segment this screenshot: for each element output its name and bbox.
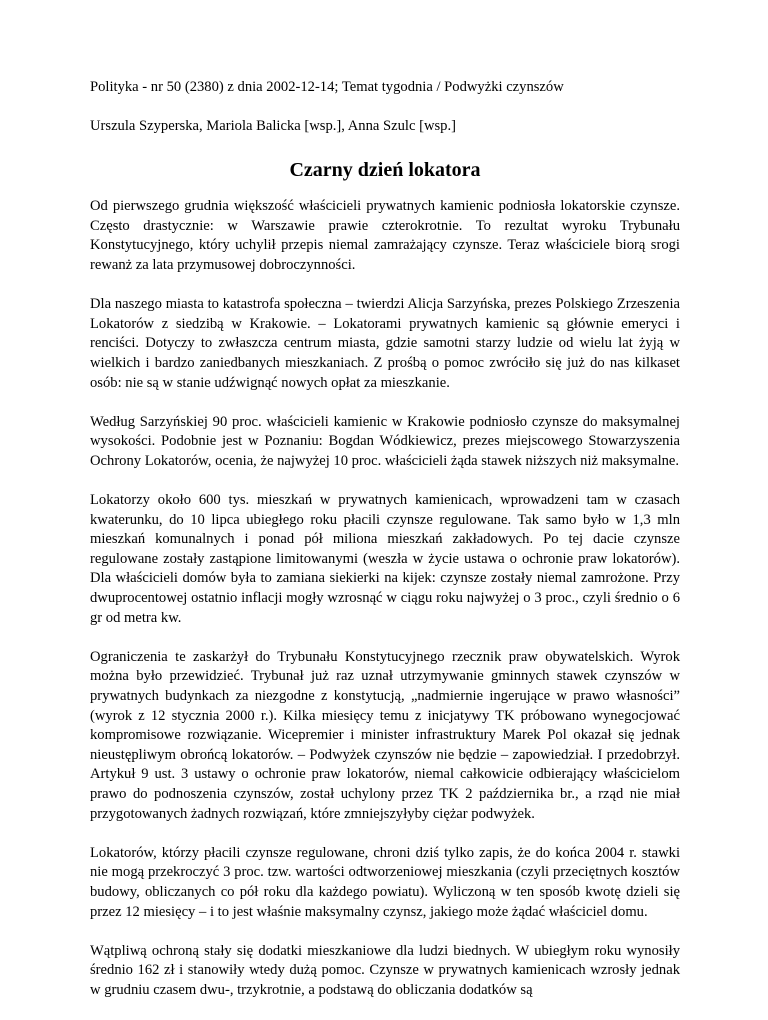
source-line: Polityka - nr 50 (2380) z dnia 2002-12-14; Temat tygodnia / Podwyżki czynszów bbox=[90, 79, 564, 95]
paragraph: Lokatorzy około 600 tys. mieszkań w prywatnych kamienicach, wprowadzeni tam w czasach kwaterunku, do 10 lipca ubiegłego roku płacili czynsze regulowane. Tak samo było w 1,3 mln mieszkań komunalnych i ponad pół miliona mieszkań zakładowych. Po tej dacie czynsze regulowane zostały zastąpione limitowanymi (weszła w życie ustawa o ochronie praw lokatorów). Dla właścicieli domów była to zamiana siekierki na kijek: czynsze zostały niemal zamrożone. Przy dwuprocentowej ostatnio inflacji mogły wzrosnąć w ciągu roku najwyżej o 3 proc., czyli średnio o 6 gr od metra kw. bbox=[90, 492, 680, 626]
paragraph: Lokatorów, którzy płacili czynsze regulowane, chroni dziś tylko zapis, że do końca 2004 r. stawki nie mogą przekroczyć 3 proc. tzw. wartości odtworzeniowej mieszkania (czyli przeciętnych kosztów budowy, obliczanych co pół roku dla każdego powiatu). Wyliczoną w ten sposób kwotę dzieli się przez 12 miesięcy – i to jest właśnie maksymalny czynsz, jakiego może żądać właściciel domu. bbox=[90, 844, 680, 920]
paragraph: Dla naszego miasta to katastrofa społeczna – twierdzi Alicja Sarzyńska, prezes Polskiego Zrzeszenia Lokatorów z siedzibą w Krakowie. – Lokatorami prywatnych kamienic są głównie emeryci i renciści. Dotyczy to zwłaszcza centrum miasta, gdzie samotni starzy ludzie od wielu lat żyją w wielkich i bardzo zaniedbanych mieszkaniach. Z prośbą o pomoc zwróciło się już do nas kilkaset osób: nie są w stanie udźwignąć nowych opłat za mieszkanie. bbox=[90, 296, 680, 391]
paragraph: Od pierwszego grudnia większość właścicieli prywatnych kamienic podniosła lokatorskie czynsze. Często drastycznie: w Warszawie prawie czterokrotnie. To rezultat wyroku Trybunału Konstytucyjnego, który uchylił przepis niemal zamrażający czynsze. Teraz właściciele biorą srogi rewanż za lata przymusowej dobroczynności. bbox=[90, 198, 680, 273]
paragraph: Według Sarzyńskiej 90 proc. właścicieli kamienic w Krakowie podniosło czynsze do maksymalnej wysokości. Podobnie jest w Poznaniu: Bogdan Wódkiewicz, prezes miejscowego Stowarzyszenia Ochrony Lokatorów, ocenia, że najwyżej 10 proc. właścicieli żąda stawek niższych niż maksymalne. bbox=[90, 413, 680, 469]
document-page bbox=[90, 78, 680, 1020]
article-title: Czarny dzień lokatora bbox=[289, 159, 481, 182]
paragraph: Wątpliwą ochroną stały się dodatki mieszkaniowe dla ludzi biednych. W ubiegłym roku wynosiły średnio 162 zł i stanowiły wtedy dużą pomoc. Czynsze w prywatnych kamienicach wzrosły jednak w grudniu czasem dwu-, trzykrotnie, a podstawą do obliczania dodatków są bbox=[90, 942, 680, 998]
paragraph: Ograniczenia te zaskarżył do Trybunału Konstytucyjnego rzecznik praw obywatelskich. Wyrok można było przewidzieć. Trybunał już raz uznał utrzymywanie gminnych stawek czynszów w prywatnych budynkach za niezgodne z konstytucją, „nadmiernie ingerujące w prawo własności” (wyrok z 12 stycznia 2000 r.). Kilka miesięcy temu z inicjatywy TK próbowano wynegocjować kompromisowe rozwiązanie. Wicepremier i minister infrastruktury Marek Pol okazał się jednak nieustępliwym obrońcą lokatorów. – Podwyżek czynszów nie będzie – zapowiedział. I przedobrzył. Artykuł 9 ust. 3 ustawy o ochronie praw lokatorów, niemal całkowicie odbierający właścicielom prawo do podnoszenia czynszów, został uchylony przez TK 2 października br., a rząd nie miał przygotowanych żadnych rozwiązań, które zmniejszyłyby ciężar podwyżek. bbox=[90, 648, 680, 822]
authors-line: Urszula Szyperska, Mariola Balicka [wsp.], Anna Szulc [wsp.] bbox=[90, 117, 456, 134]
